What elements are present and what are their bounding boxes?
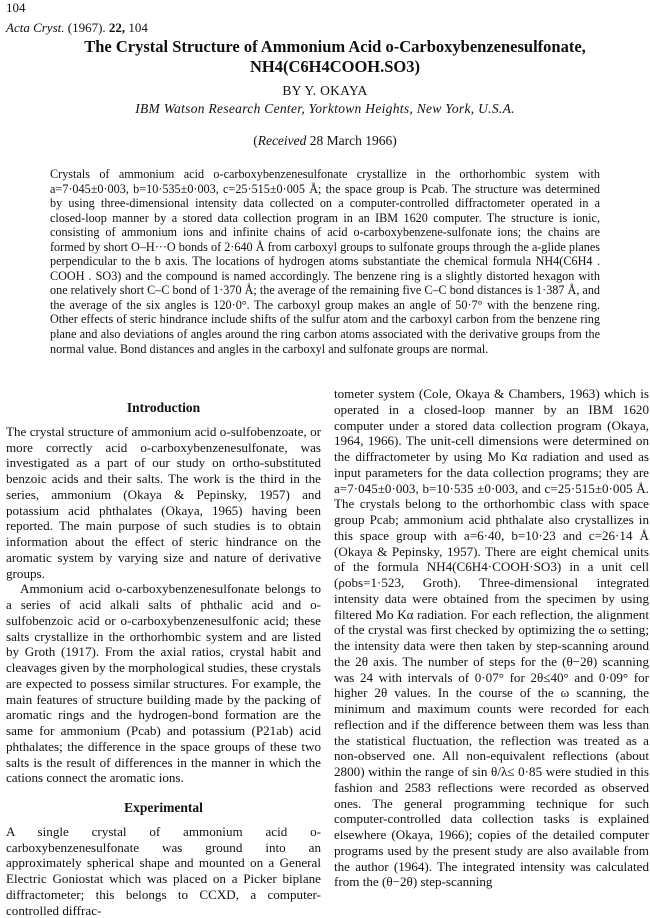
author: BY Y. OKAYA xyxy=(282,83,368,98)
experimental-paragraph-1: A single crystal of ammonium acid o-carboxybenzenesulfonate was ground into an approximately spherical shape and mounted on a General Electric Goniostat which was placed on a Picker biplane diffractometer; this belongs to CCXD, a computer-controlled diffrac- xyxy=(6,823,321,918)
experimental-paragraph-1-continued: tometer system (Cole, Okaya & Chambers, 1963) which is operated in a closed-loop manner by an IBM 1620 computer under a stored data collection program (Okaya, 1964, 1966). The unit-cell dimensions were determined on the diffractometer by using Mo Kα radiation and used as input parameters for the data collection programs; they are a=7·045±0·003, b=10·535 ±0·003, and c=25·515±0·005 Å. The crystals belong to the orthorhombic class with space group Pcab; ammonium acid phthalate also crystallizes in this space group with a=6·40, b=10·23 and c=26·14 Å (Okaya & Pepinsky, 1957). There are eight chemical units of the formula NH4(C6H4·COOH·SO3) in a unit cell (ρobs=1·523, Groth). Three-dimensional integrated intensity data were obtained from the specimen by using filtered Mo Kα radiation. For each reflection, the alignment of the crystal was first checked by optimizing the ω setting; the intensity data were then taken by step-scanning around the 2θ axis. The number of steps for the (θ−2θ) scanning was 24 with intervals of 0·07° for 2θ≤40° and 0·09° for higher 2θ values. In the course of the ω scanning, the minimum and maximum counts were recorded for each reflection and if the difference between them was less than the statistical fluctuation, the reflection was treated as a non-observed one. All non-equivalent reflections (about 2800) within the range of sin θ/λ≤ 0·85 were studied in this fashion and 2583 reflections were recorded as observed ones. The general programming technique for such computer-controlled data collection tasks is explained elsewhere (Okaya, 1966); copies of the detailed computer programs used by the present study are also available from the author (1964). The integrated intensity was calculated from the (θ−2θ) step-scanning xyxy=(334,386,649,890)
introduction-paragraph-1: The crystal structure of ammonium acid o-sulfobenzoate, or more correctly acid o-carboxybenzenesulfonate, was investigated as a part of our study on ortho-substituted benzoic acids and their salts. The work is the third in the series, ammonium (Okaya & Pepinsky, 1957) and potassium acid phthalates (Okaya, 1965) having been reported. The main purpose of such studies is to obtain information about the effect of steric hindrance on the aromatic system by varying size and nature of derivative groups. xyxy=(6,423,321,581)
received-close: ) xyxy=(392,133,397,148)
citation xyxy=(6,20,148,36)
received-value: 28 March 1966 xyxy=(309,133,393,148)
introduction-heading: Introduction xyxy=(126,400,201,415)
received-open: ( xyxy=(253,133,258,148)
received-date xyxy=(0,133,650,149)
right-column xyxy=(334,386,649,890)
title-line-2: NH4(C6H4COOH.SO3) xyxy=(249,57,421,76)
received-label: Received xyxy=(257,133,307,148)
journal-volume: 22, xyxy=(108,20,126,35)
paper-title xyxy=(40,37,630,77)
introduction-paragraph-2: Ammonium acid o-carboxybenzenesulfonate belongs to a series of acid alkali salts of phthalic acid and o-sulfobenzoic acid or o-carboxybenzenesulfonic acid; these salts crystallize in the orthorhombic system and are listed by Groth (1917). From the axial ratios, crystal habit and cleavages given by the morphological studies, these crystals are expected to possess similar structures. For example, the main features of structure building made by the packing of aromatic rings and the hydrogen-bond formation are the same for ammonium (Pcab) and potassium (P21ab) acid phthalates; the difference in the space groups of these two salts is the result of differences in the manner in which the cations connect the aromatic ions. xyxy=(6,581,321,786)
journal-page: 104 xyxy=(128,20,148,35)
left-column xyxy=(6,386,321,918)
abstract: Crystals of ammonium acid o-carboxybenzenesulfonate crystallize in the orthorhombic system with a=7·045±0·003, b=10·535±0·003, c=25·515±0·005 Å; the space group is Pcab. The structure was determined by using three-dimensional intensity data collected on a computer-controlled diffractometer operated in a closed-loop manner by a stored data collection program in an IBM 1620 computer. The structure is ionic, consisting of ammonium ions and infinite chains of acid o-carboxybenzene-sulfonate ions; the chains are formed by short O–H···O bonds of 2·640 Å from carboxyl groups to sulfonate groups through the a-glide planes perpendicular to the b axis. The locations of hydrogen atoms substantiate the chemical formula NH4(C6H4 . COOH . SO3) and the compound is named accordingly. The benzene ring is a slightly distorted hexagon with one relatively short C–C bond of 1·370 Å; the average of the remaining five C–C bond distances is 1·387 Å, and the average of the six angles is 120·0°. The carboxyl group makes an angle of 50·7° with the benzene ring. Other effects of steric hindrance include shifts of the sulfur atom and the carboxyl carbon from the benzene ring plane and also deviations of angles around the ring carbon atoms associated with the derivative groups from the normal value. Bond distances and angles in the carboxyl and sulfonate groups are normal. xyxy=(50,167,601,356)
affiliation: IBM Watson Research Center, Yorktown Heights, New York, U.S.A. xyxy=(135,101,515,116)
title-line-1: The Crystal Structure of Ammonium Acid o-Carboxybenzenesulfonate, xyxy=(84,37,586,56)
journal-name: Acta Cryst. xyxy=(6,20,65,35)
page-number: 104 xyxy=(6,0,26,15)
experimental-heading: Experimental xyxy=(124,800,203,815)
journal-year: (1967). xyxy=(67,20,106,35)
